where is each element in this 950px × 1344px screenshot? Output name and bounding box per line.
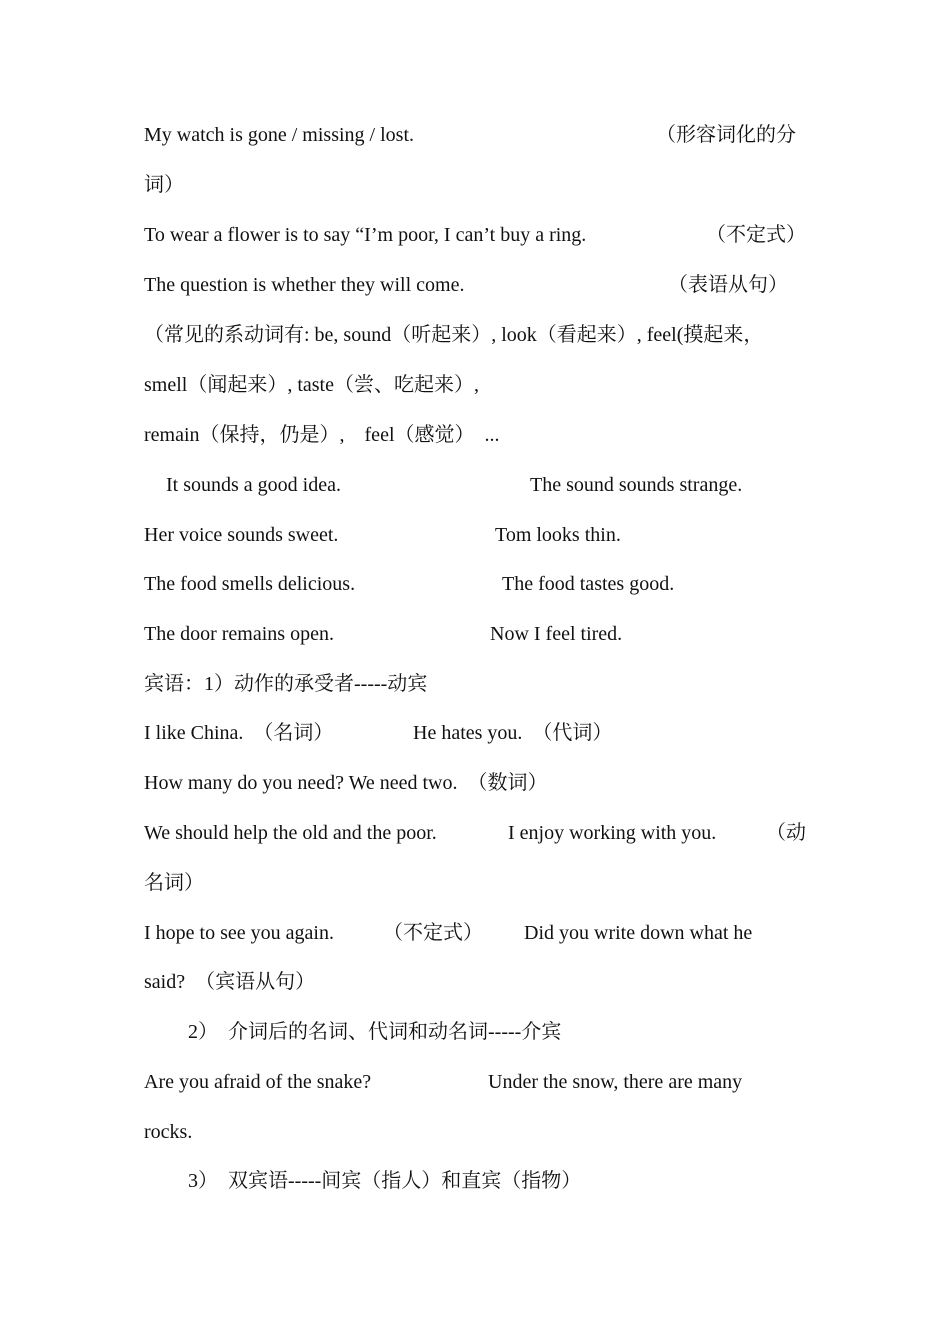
text-line: Under the snow, there are many [488,1071,743,1093]
text-line: （不定式） [706,224,806,246]
text-line: （常见的系动词有: be, sound（听起来）, look（看起来）, feel(摸起来， [144,324,764,346]
text-line: remain（保持，仍是）, feel（感觉） ... [144,424,500,446]
text-line: The sound sounds strange. [530,474,743,496]
text-line: I like China. （名词） [144,722,334,744]
text-line: To wear a flower is to say “I’m poor, I can’t buy a ring. [144,224,587,246]
text-line: We should help the old and the poor. [144,822,437,844]
text-line: rocks. [144,1121,193,1143]
text-line: Did you write down what he [524,922,753,944]
text-line: 3） 双宾语-----间宾（指人）和直宾（指物） [188,1170,582,1192]
text-line: （不定式） [383,922,483,944]
text-line: 2） 介词后的名词、代词和动名词-----介宾 [188,1021,562,1043]
text-line: Tom looks thin. [495,524,621,546]
text-line: （动 [766,822,806,844]
text-line: 宾语：1）动作的承受者-----动宾 [144,673,428,695]
text-line: The food smells delicious. [144,573,356,595]
text-line: Now I feel tired. [490,623,623,645]
text-line: （形容词化的分 [656,124,796,146]
text-line: I enjoy working with you. [508,822,717,844]
text-line: said? （宾语从句） [144,971,316,993]
text-line: 名词） [144,872,204,894]
text-line: The food tastes good. [502,573,675,595]
text-line: My watch is gone / missing / lost. [144,124,414,146]
text-line: smell（闻起来）, taste（尝、吃起来）, [144,374,479,396]
text-line: （表语从句） [668,274,788,296]
text-line: The question is whether they will come. [144,274,465,296]
text-line: He hates you. （代词） [413,722,613,744]
text-line: Are you afraid of the snake? [144,1071,372,1093]
text-line: 词） [144,174,184,196]
text-line: It sounds a good idea. [166,474,341,496]
text-line: I hope to see you again. [144,922,334,944]
text-line: Her voice sounds sweet. [144,524,339,546]
text-line: How many do you need? We need two. （数词） [144,772,548,794]
text-line: The door remains open. [144,623,334,645]
